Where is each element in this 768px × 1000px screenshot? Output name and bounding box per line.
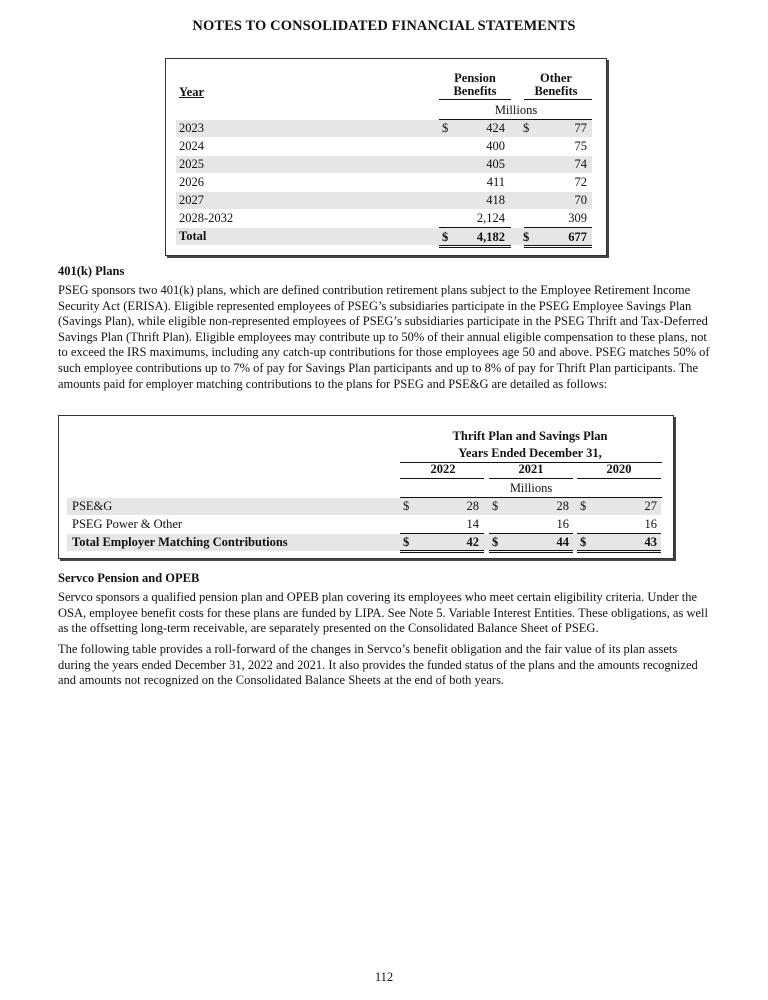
year-2021-header: 2021 xyxy=(518,462,544,476)
section-title-401k: 401(k) Plans xyxy=(58,264,125,278)
row-pension-value: 405 xyxy=(486,157,505,171)
total-currency: $ xyxy=(580,535,587,549)
total-currency: $ xyxy=(492,535,499,549)
col-pension-header: Pension Benefits xyxy=(453,71,497,98)
row-year: 2027 xyxy=(179,193,204,207)
row-value-2022: 28 xyxy=(466,499,479,513)
benefits-table xyxy=(165,58,607,256)
row-other-value: 309 xyxy=(568,211,587,225)
row-other-currency: $ xyxy=(523,121,530,135)
row-year: 2028-2032 xyxy=(179,211,234,225)
row-pension-currency: $ xyxy=(442,121,449,135)
unit-label: Millions xyxy=(494,103,538,117)
row-year: 2024 xyxy=(179,139,204,153)
year-2020-header: 2020 xyxy=(606,462,632,476)
row-other-value: 72 xyxy=(574,175,587,189)
total-pension-currency: $ xyxy=(442,230,449,244)
thrift-subtitle: Years Ended December 31, xyxy=(458,446,602,460)
year-2022-header: 2022 xyxy=(430,462,456,476)
col-other-header: Other Benefits xyxy=(534,71,578,98)
total-value-2022: 42 xyxy=(466,535,479,549)
row-value-2022: 14 xyxy=(466,517,479,531)
page-number: 112 xyxy=(374,970,394,984)
total-label: Total xyxy=(179,229,207,243)
row-value-2021: 16 xyxy=(556,517,569,531)
section-title-servco: Servco Pension and OPEB xyxy=(58,571,200,585)
total-label: Total Employer Matching Contributions xyxy=(72,535,288,549)
row-pension-value: 2,124 xyxy=(476,211,505,225)
page-title: NOTES TO CONSOLIDATED FINANCIAL STATEMENTS xyxy=(192,18,576,34)
row-other-value: 74 xyxy=(574,157,587,171)
row-other-value: 70 xyxy=(574,193,587,207)
total-other-currency: $ xyxy=(523,230,530,244)
row-pension-value: 418 xyxy=(486,193,505,207)
row-value-2020: 27 xyxy=(644,499,657,513)
total-currency: $ xyxy=(403,535,410,549)
row-currency: $ xyxy=(492,499,499,513)
paragraph-servco-2: The following table provides a roll-forward of the changes in Servco’s benefit obligation and the fair value of its plan assets during the years ended December 31, 2022 and 2021. It also provides the funded status of the plans and the amounts recognized and amounts not recognized on the Consolidated Balance Sheets at the end of both years. xyxy=(58,642,698,688)
row-year: 2026 xyxy=(179,175,204,189)
thrift-title: Thrift Plan and Savings Plan xyxy=(452,429,608,443)
row-currency: $ xyxy=(403,499,410,513)
thrift-table xyxy=(58,415,674,559)
row-pension-value: 400 xyxy=(486,139,505,153)
row-value-2021: 28 xyxy=(556,499,569,513)
paragraph-401k: PSEG sponsors two 401(k) plans, which are defined contribution retirement plans subject to the Employee Retirement Income Security Act (ERISA). Eligible represented employees of PSEG’s subsidiaries participate in the PSEG Employee Savings Plan (Savings Plan), while eligible non-represented employees of PSEG’s subsidiaries participate in the PSEG Thrift and Tax-Deferred Savings Plan (Thrift Plan). Eligible employees may contribute up to 50% of their annual eligible compensation to these plans, not to exceed the IRS maximums, including any catch-up contributions for those employees age 50 and above. PSEG matches 50% of such employee contributions up to 7% of pay for Savings Plan participants and up to 8% of pay for Thrift Plan participants. The amounts paid for employer matching contributions to the plans for PSEG and PSE&G are detailed as follows: xyxy=(58,283,710,391)
row-pension-value: 411 xyxy=(486,175,505,189)
total-value-2021: 44 xyxy=(556,535,569,549)
paragraph-servco-1: Servco sponsors a qualified pension plan and OPEB plan covering its employees who meet certain eligibility criteria. Under the OSA, employee benefit costs for these plans are funded by LIPA. See Note 5. Variable Interest Entities. These obligations, as well as the offsetting long-term receivable, are separately presented on the Consolidated Balance Sheet of PSEG. xyxy=(58,590,708,636)
row-pension-value: 424 xyxy=(486,121,505,135)
row-label: PSEG Power & Other xyxy=(72,517,183,531)
row-year: 2023 xyxy=(179,121,204,135)
total-pension-value: 4,182 xyxy=(476,230,505,244)
total-value-2020: 43 xyxy=(644,535,657,549)
col-year-header: Year xyxy=(179,85,204,99)
row-other-value: 77 xyxy=(574,121,587,135)
row-other-value: 75 xyxy=(574,139,587,153)
row-label: PSE&G xyxy=(72,499,113,513)
total-other-value: 677 xyxy=(568,230,587,244)
thrift-unit-label: Millions xyxy=(509,481,553,495)
row-currency: $ xyxy=(580,499,587,513)
row-year: 2025 xyxy=(179,157,204,171)
row-value-2020: 16 xyxy=(644,517,657,531)
